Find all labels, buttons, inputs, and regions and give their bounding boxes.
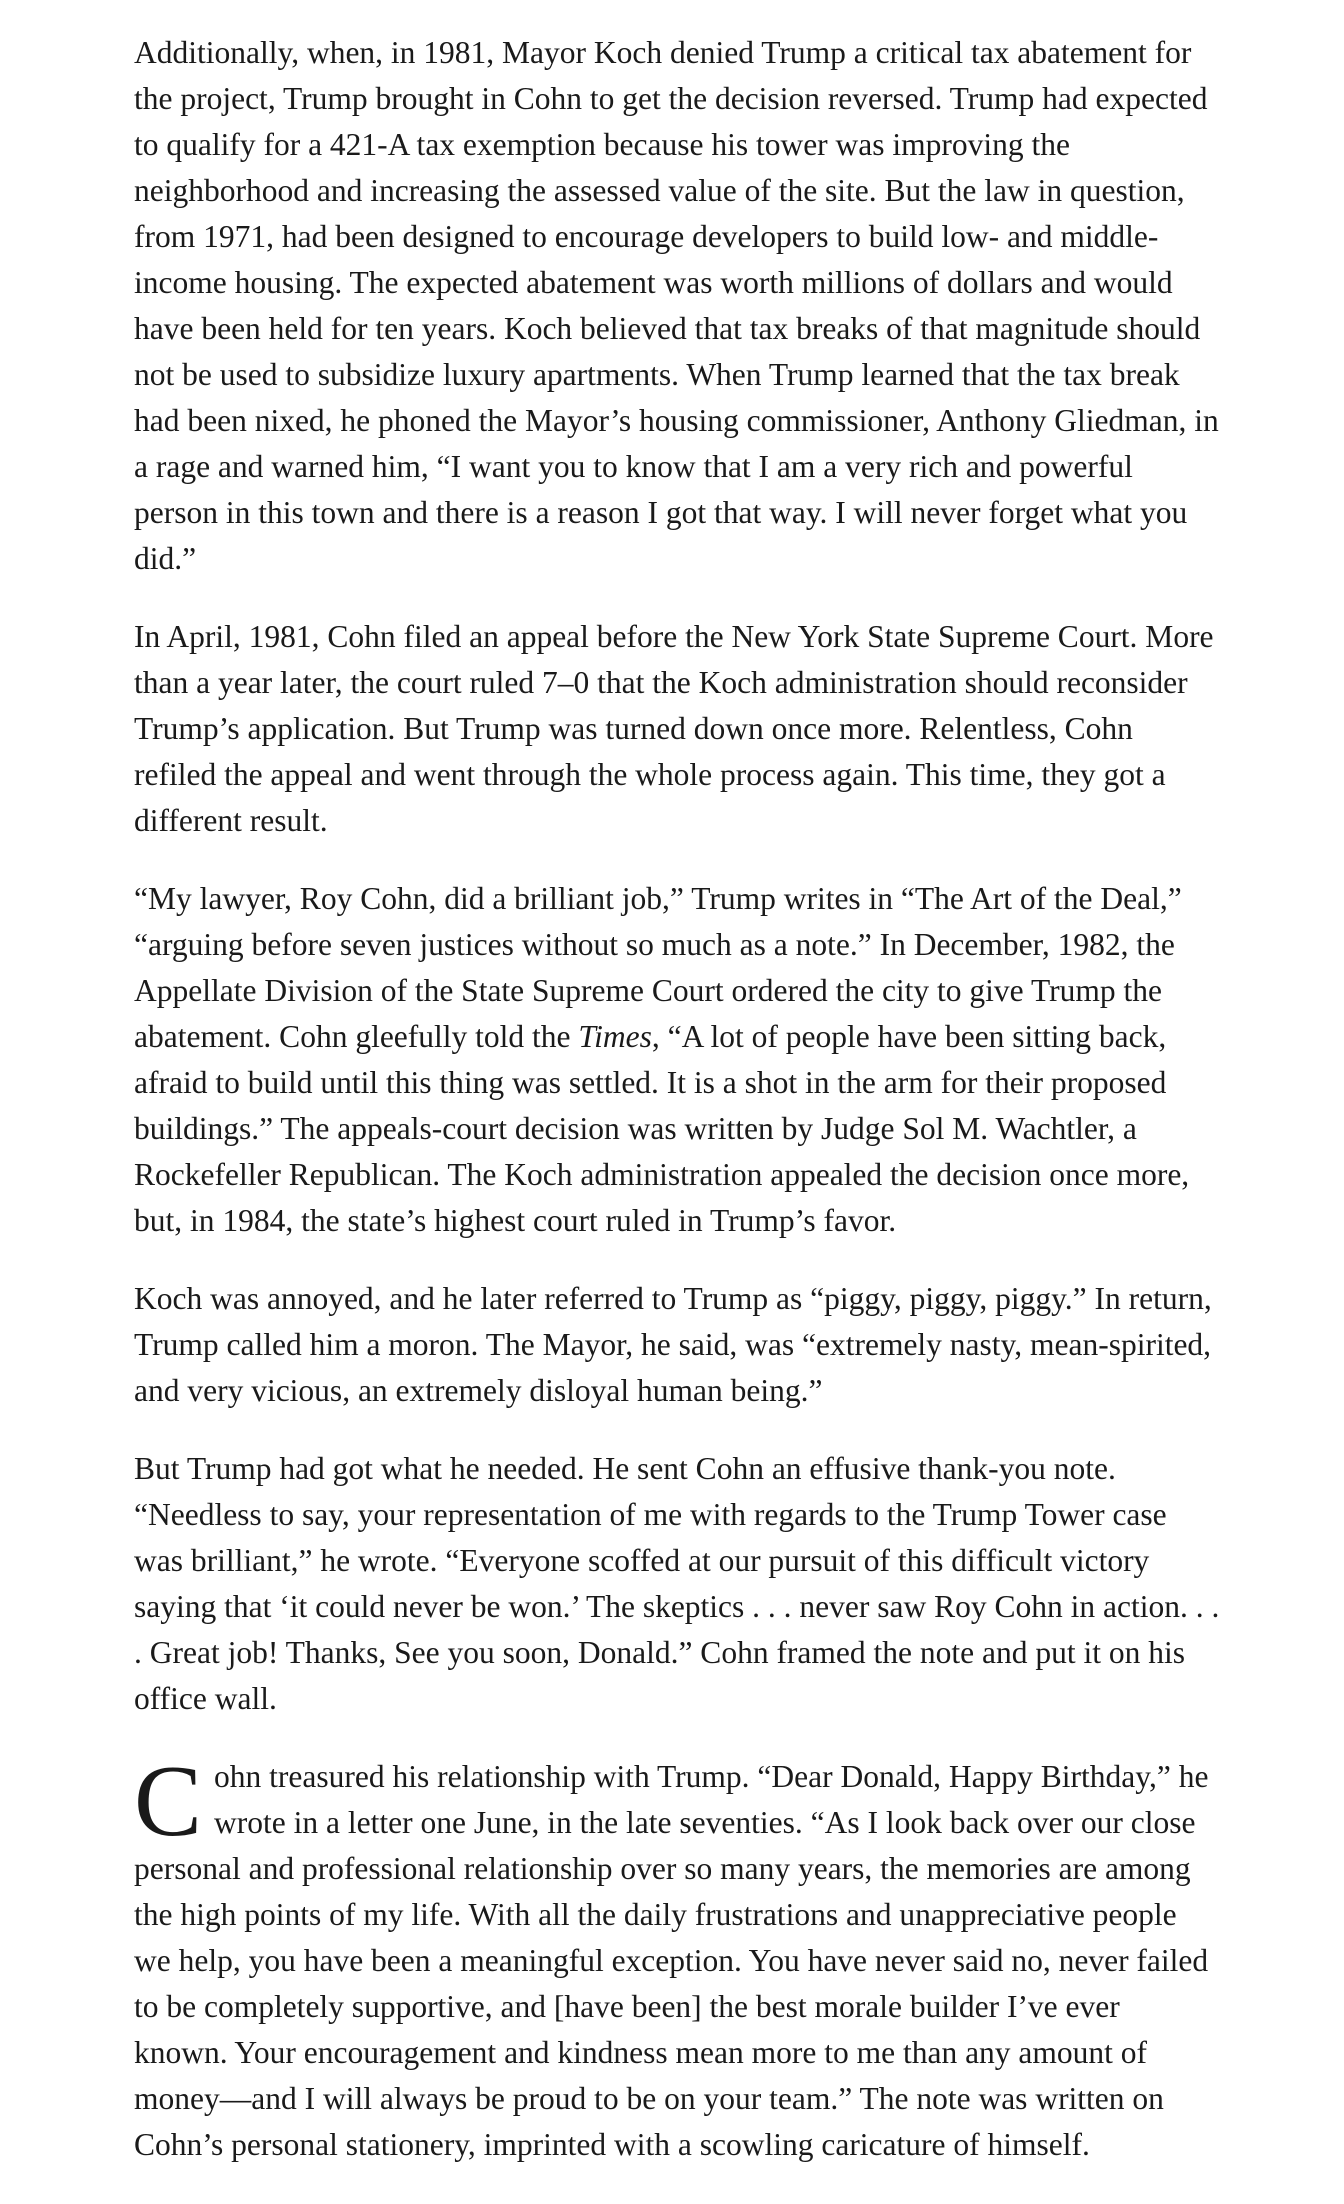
paragraph-appeal: In April, 1981, Cohn filed an appeal before the New York State Supreme Court. More than a year later, the court ruled 7–0 that the Koch administration should reconsider Trump’s application. But Trump was turned down once more. Relentless, Cohn refiled the appeal and went through the whole process again. This time, they got a different result. <box>134 619 1214 838</box>
paragraph-birthday-letter <box>134 1745 1220 2168</box>
paragraph-thank-you-note: But Trump had got what he needed. He sent Cohn an effusive thank-you note. “Needless to say, your representation of me with regards to the Trump Tower case was brilliant,” he wrote. “Everyone scoffed at our pursuit of this difficult victory saying that ‘it could never be won.’ The skeptics . . . never saw Roy Cohn in action. . . . Great job! Thanks, See you soon, Donald.” Cohn framed the note and put it on his office wall. <box>134 1451 1220 1716</box>
paragraph-text-end: , “A lot of people have been sitting back, afraid to build until this thing was settled. It is a shot in the arm for their proposed buildings.” The appeals-court decision was written by Judge Sol M. Wachtler, a Rockefeller Republican. The Koch administration appealed the decision once more, but, in 1984, the state’s highest court ruled in Trump’s favor. <box>134 1019 1190 1238</box>
paragraph-tax-abatement: Additionally, when, in 1981, Mayor Koch denied Trump a critical tax abatement for the project, Trump brought in Cohn to get the decision reversed. Trump had expected to qualify for a 421-A tax exemption because his tower was improving the neighborhood and increasing the assessed value of the site. But the law in question, from 1971, had been designed to encourage developers to build low- and middle-income housing. The expected abatement was worth millions of dollars and would have been held for ten years. Koch believed that tax breaks of that magnitude should not be used to subsidize luxury apartments. When Trump learned that the tax break had been nixed, he phoned the Mayor’s housing commissioner, Anthony Gliedman, in a rage and warned him, “I want you to know that I am a very rich and powerful person in this town and there is a reason I got that way. I will never forget what you did.” <box>134 35 1219 576</box>
paragraph-text-start: “My lawyer, Roy Cohn, did a brilliant job,” Trump writes in “The Art of the Deal,” “arguing before seven justices without so much as a note.” In December, 1982, the Appellate Division of the State Supreme Court ordered the city to give Trump the abatement. Cohn gleefully told the <box>134 881 1182 1054</box>
article-body <box>134 30 1220 2200</box>
paragraph-art-of-the-deal <box>134 876 1220 1244</box>
publication-name: Times <box>578 1019 652 1054</box>
paragraph-koch-annoyed: Koch was annoyed, and he later referred to Trump as “piggy, piggy, piggy.” In return, Trump called him a moron. The Mayor, he said, was “extremely nasty, mean-spirited, and very vicious, an extremely disloyal human being.” <box>134 1281 1212 1408</box>
drop-cap: C <box>134 1745 203 1858</box>
paragraph-text: ohn treasured his relationship with Trump. “Dear Donald, Happy Birthday,” he wrote in a letter one June, in the late seventies. “As I look back over our close personal and professional relationship over so many years, the memories are among the high points of my life. With all the daily frustrations and unappreciative people we help, you have been a meaningful exception. You have never said no, never failed to be completely supportive, and [have been] the best morale builder I’ve ever known. Your encouragement and kindness mean more to me than any amount of money—and I will always be proud to be on your team.” The note was written on Cohn’s personal stationery, imprinted with a scowling caricature of himself. <box>134 1759 1209 2162</box>
